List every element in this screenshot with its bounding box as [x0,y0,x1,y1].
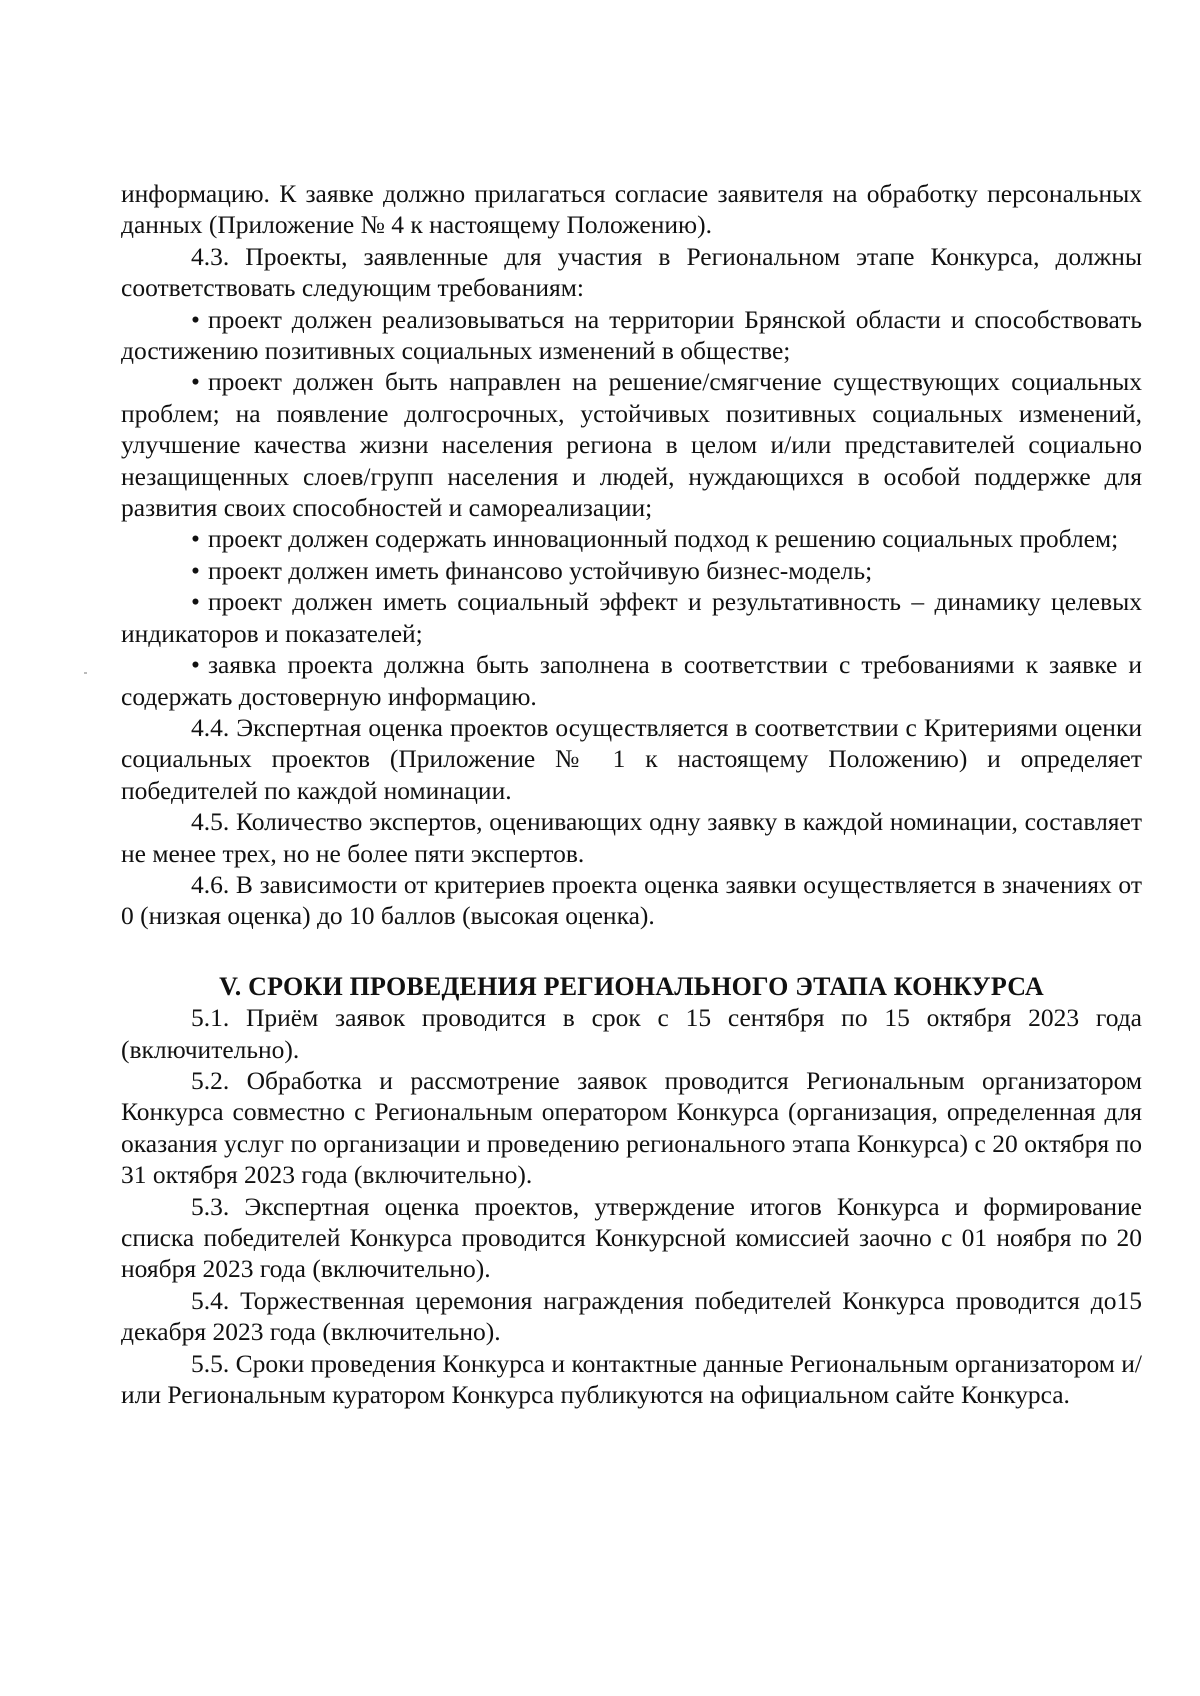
document-body [121,178,1142,1410]
paragraph-5-1: 5.1. Приём заявок проводится в срок с 15 сентября по 15 октября 2023 года (включительно). [121,1003,1142,1064]
bullet-item [121,366,1142,523]
bullet-dot: • [191,555,200,585]
bullet-dot: • [191,650,200,680]
bullet-text: проект должен содержать инновационный подход к решению социальных проблем; [207,524,1119,554]
bullet-item [121,304,1142,367]
bullet-text: проект должен иметь финансово устойчивую бизнес-модель; [207,555,873,585]
bullet-item [121,586,1142,649]
section-heading: V. СРОКИ ПРОВЕДЕНИЯ РЕГИОНАЛЬНОГО ЭТАПА КОНКУРСА [219,971,1044,1001]
paragraph-5-5: 5.5. Сроки проведения Конкурса и контактные данные Региональным организатором и/или Региональным куратором Конкурса публикуются на официальном сайте Конкурса. [121,1348,1142,1410]
bullet-text: проект должен иметь социальный эффект и результативность – динамику целевых индикаторов и показателей; [121,587,1142,648]
paragraph-4-5: 4.5. Количество экспертов, оценивающих одну заявку в каждой номинации, составляет не менее трех, но не более пяти экспертов. [121,807,1142,868]
bullet-dot: • [191,304,200,334]
paragraph-continuation: информацию. К заявке должно прилагаться согласие заявителя на обработку персональных данных (Приложение № 4 к настоящему Положению). [121,179,1142,240]
bullet-item [121,555,1142,586]
paragraph-4-6: 4.6. В зависимости от критериев проекта оценка заявки осуществляется в значениях от 0 (низкая оценка) до 10 баллов (высокая оценка). [121,869,1142,931]
paragraph-5-2: 5.2. Обработка и рассмотрение заявок проводится Региональным организатором Конкурса совместно с Региональным оператором Конкурса (организация, определенная для оказания услуг по организации и проведению регионального этапа Конкурса) с 20 октября по 31 октября 2023 года (включительно). [121,1065,1142,1190]
bullet-text: заявка проекта должна быть заполнена в соответствии с требованиями к заявке и содержать достоверную информацию. [121,650,1142,711]
scan-speck [84,672,87,674]
paragraph-5-3: 5.3. Экспертная оценка проектов, утверждение итогов Конкурса и формирование списка победителей Конкурса проводится Конкурсной комиссией заочно с 01 ноября по 20 ноября 2023 года (включительно). [121,1191,1142,1284]
bullet-text: проект должен быть направлен на решение/смягчение существующих социальных проблем; на появление долгосрочных, устойчивых позитивных социальных изменений, улучшение качества жизни населения региона в целом и/или представителей социально незащищенных слоев/групп населения и людей, нуждающихся в особой поддержке для развития своих способностей и самореализации; [121,367,1142,523]
bullet-item [121,523,1142,554]
bullet-text: проект должен реализовываться на территории Брянской области и способствовать достижению позитивных социальных изменений в обществе; [121,304,1142,366]
bullet-dot: • [191,587,200,617]
paragraph-4-3: 4.3. Проекты, заявленные для участия в Региональном этапе Конкурса, должны соответствовать следующим требованиям: [121,241,1142,303]
bullet-dot: • [191,524,200,554]
paragraph-4-4: 4.4. Экспертная оценка проектов осуществляется в соответствии с Критериями оценки социальных проектов (Приложение № 1 к настоящему Положению) и определяет победителей по каждой номинации. [121,712,1142,805]
paragraph-5-4: 5.4. Торжественная церемония награждения победителей Конкурса проводится до15 декабря 2023 года (включительно). [121,1285,1142,1347]
bullet-item [121,649,1142,712]
bullet-dot: • [191,367,200,397]
